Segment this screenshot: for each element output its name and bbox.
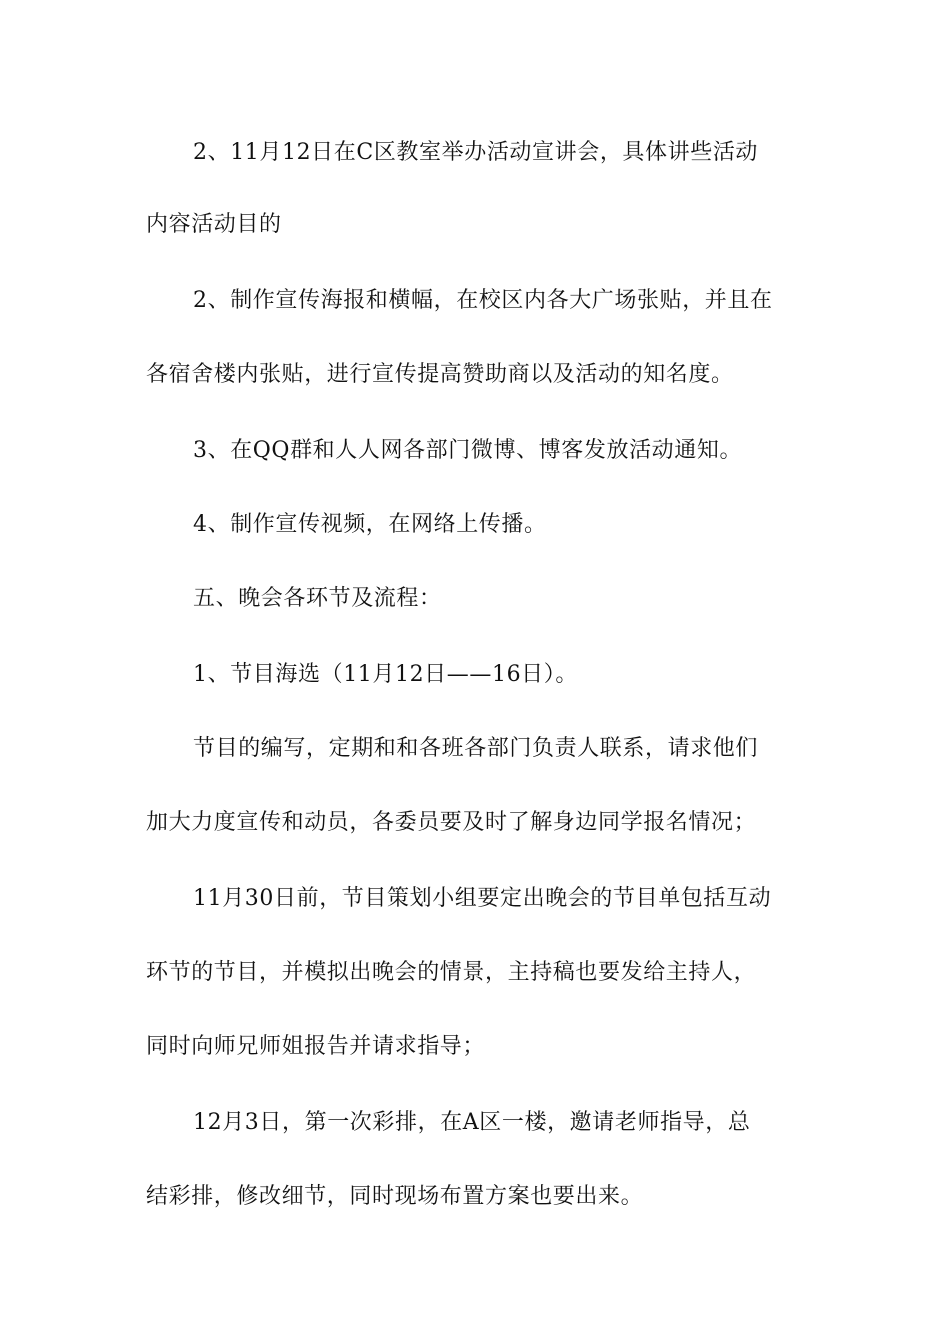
section-heading: 五、晚会各环节及流程： — [193, 586, 442, 611]
paragraph-line: 3、在QQ群和人人网各部门微博、博客发放活动通知。 — [193, 438, 743, 463]
paragraph-line: 结彩排，修改细节，同时现场布置方案也要出来。 — [146, 1184, 644, 1209]
paragraph-line: 2、11月12日在C区教室举办活动宣讲会，具体讲些活动 — [193, 140, 759, 165]
paragraph-line: 1、节目海选（11月12日——16日）。 — [193, 662, 578, 687]
paragraph-line: 同时向师兄师姐报告并请求指导； — [146, 1034, 486, 1059]
paragraph-line: 4、制作宣传视频，在网络上传播。 — [193, 512, 547, 537]
paragraph-line: 内容活动目的 — [146, 212, 282, 237]
paragraph-line: 加大力度宣传和动员，各委员要及时了解身边同学报名情况； — [146, 810, 757, 835]
paragraph-line: 节目的编写，定期和和各班各部门负责人联系，请求他们 — [193, 736, 759, 761]
paragraph-line: 11月30日前，节目策划小组要定出晚会的节目单包括互动 — [193, 886, 772, 911]
paragraph-line: 2、制作宣传海报和横幅，在校区内各大广场张贴，并且在 — [193, 288, 773, 313]
paragraph-line: 各宿舍楼内张贴，进行宣传提高赞助商以及活动的知名度。 — [146, 362, 734, 387]
paragraph-line: 环节的节目，并模拟出晚会的情景，主持稿也要发给主持人， — [146, 960, 757, 985]
paragraph-line: 12月3日，第一次彩排，在A区一楼，邀请老师指导，总 — [193, 1110, 751, 1135]
